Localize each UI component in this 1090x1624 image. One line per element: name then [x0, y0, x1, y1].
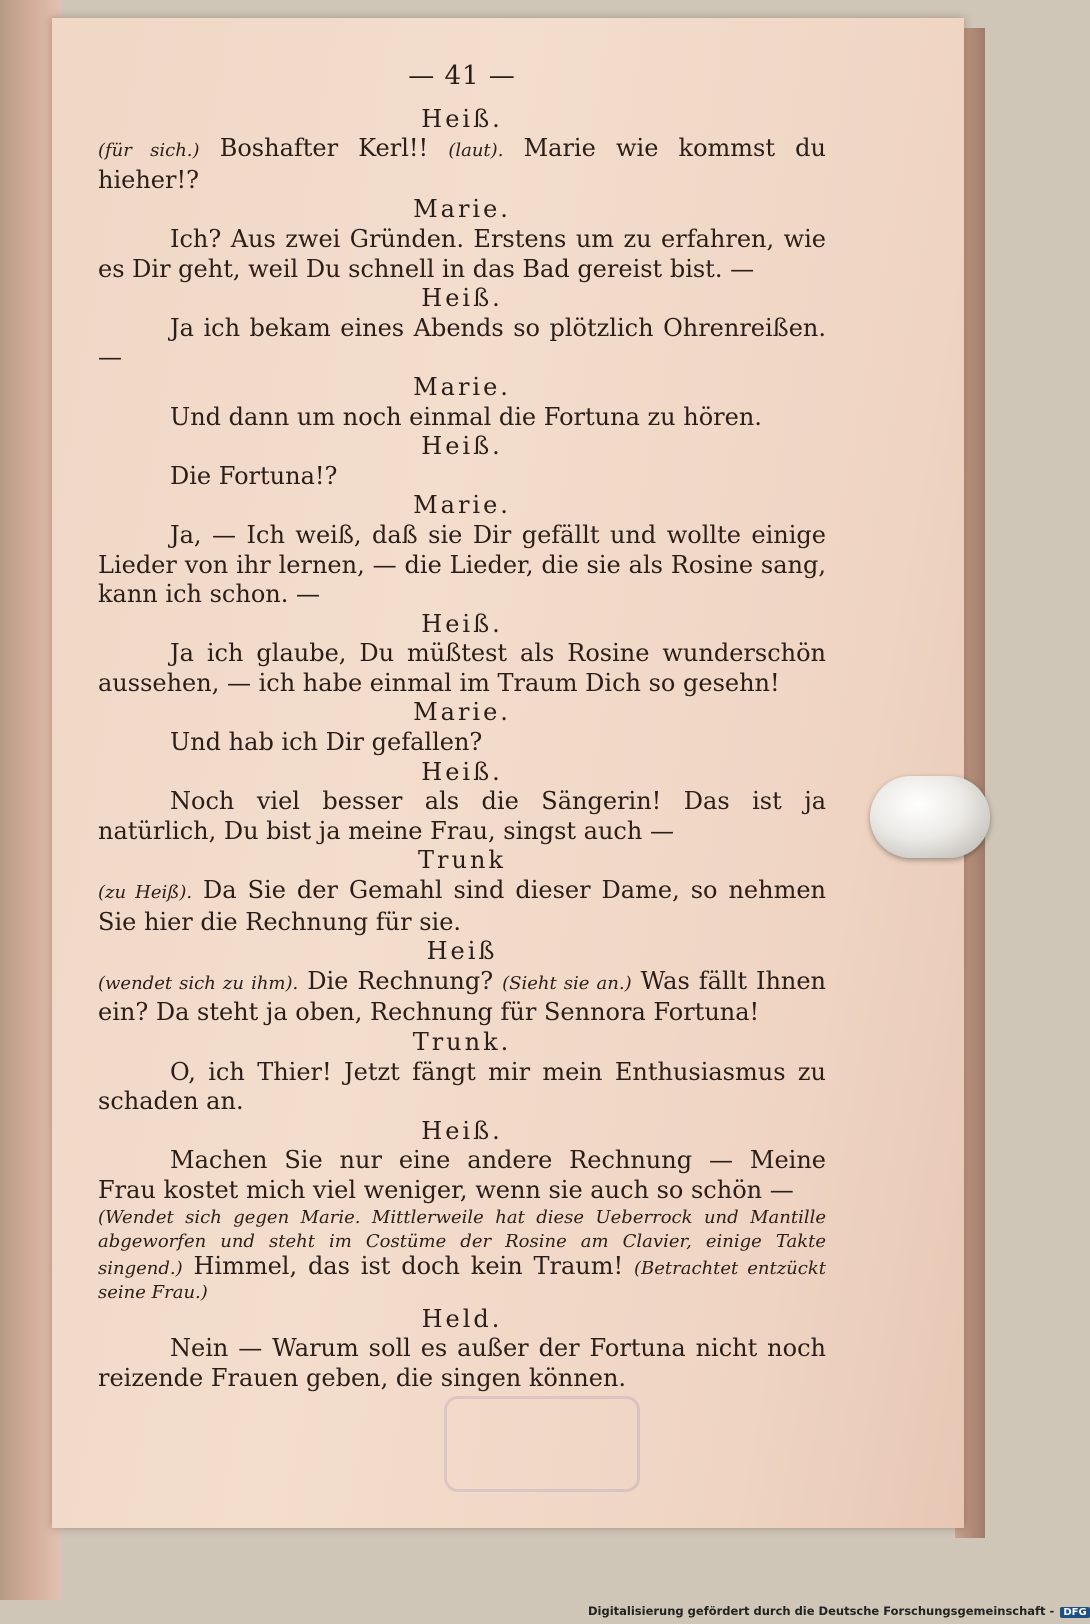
dialogue-paragraph: Die Fortuna!?	[170, 461, 338, 490]
stage-direction: (laut).	[448, 140, 504, 162]
page-number: — 41 —	[408, 61, 516, 91]
stage-direction: (wendet sich zu ihm).	[98, 972, 299, 994]
dialogue-paragraph: Ja ich bekam eines Abends so plötzlich Ohrenreißen. —	[98, 313, 826, 372]
footer-text: Digitalisierung gefördert durch die Deutsche Forschungsgemeinschaft -	[588, 1604, 1055, 1618]
dialogue-paragraph: Ja ich glaube, Du müßtest als Rosine wunderschön aussehen, — ich habe einmal im Traum Dich so gesehn!	[98, 639, 826, 697]
speaker-name: Trunk.	[412, 1028, 512, 1056]
stage-direction-paragraph	[98, 1206, 826, 1305]
speaker-name: Heiß.	[421, 432, 503, 461]
speaker-name: Marie.	[413, 195, 511, 224]
speaker-name: Heiß	[426, 937, 498, 966]
dialogue-paragraph: Ja, — Ich weiß, daß sie Dir gefällt und wollte einige Lieder von ihr lernen, — die Lieder, die sie als Rosine sang, kann ich schon. —	[98, 520, 826, 609]
speaker-name: Heiß.	[421, 104, 503, 133]
dialogue-text: Boshafter Kerl!!	[199, 134, 449, 163]
dialogue-with-direction	[98, 967, 826, 1028]
text-blocks	[98, 105, 826, 1394]
dialogue-text: Da Sie der Gemahl sind dieser Dame, so nehmen Sie hier die Rechnung für sie.	[98, 876, 826, 936]
speaker-name: Heiß.	[421, 609, 503, 638]
speaker-name: Heiß.	[421, 1116, 503, 1145]
dialogue-paragraph: Nein — Warum soll es außer der Fortuna nicht noch reizende Frauen geben, die singen können.	[98, 1334, 826, 1392]
dialogue-text: Himmel, das ist doch kein Traum!	[182, 1251, 635, 1280]
library-stamp	[444, 1396, 640, 1492]
digitization-footer	[588, 1604, 1090, 1618]
dialogue-with-direction	[98, 134, 826, 195]
stage-direction: (Sieht sie an.)	[502, 972, 632, 994]
speaker-name: Trunk	[418, 846, 506, 875]
speaker-name: Marie.	[413, 491, 511, 520]
dialogue-text: Marie wie kommst du hieher!?	[98, 134, 826, 194]
dialogue-paragraph: Machen Sie nur eine andere Rechnung — Meine Frau kostet mich viel weniger, wenn sie auch so schön —	[98, 1146, 826, 1204]
speaker-name: Heiß.	[421, 757, 503, 786]
page-content	[98, 62, 826, 1393]
dialogue-with-direction	[98, 876, 826, 937]
speaker-name: Held.	[421, 1304, 503, 1333]
stage-direction: (Wendet sich gegen Marie. Mittlerweile hat diese Ueberrock und Mantille abgeworfen und steht im Costüme der Rosine am Clavier, einige Takte singend.)	[98, 1206, 826, 1279]
dialogue-paragraph: Und dann um noch einmal die Fortuna zu hören.	[170, 402, 762, 431]
dialogue-text: Die Rechnung?	[298, 966, 503, 995]
dialogue-paragraph: O, ich Thier! Jetzt fängt mir mein Enthusiasmus zu schaden an.	[98, 1057, 826, 1116]
dialogue-paragraph: Noch viel besser als die Sängerin! Das ist ja natürlich, Du bist ja meine Frau, singst auch —	[98, 787, 826, 845]
speaker-name: Marie.	[413, 372, 511, 401]
dialogue-paragraph: Und hab ich Dir gefallen?	[170, 728, 483, 757]
page-clip-tab	[870, 776, 990, 858]
dfg-logo: DFG	[1060, 1607, 1089, 1618]
dialogue-paragraph: Ich? Aus zwei Gründen. Erstens um zu erfahren, wie es Dir geht, weil Du schnell in das Bad gereist bist. —	[98, 224, 826, 283]
stage-direction: (Betrachtet entzückt seine Frau.)	[98, 1257, 826, 1303]
book-spine-edge	[0, 0, 60, 1600]
speaker-name: Marie.	[413, 698, 511, 727]
dialogue-text: Was fällt Ihnen ein? Da steht ja oben, Rechnung für Sennora Fortuna!	[98, 966, 827, 1027]
stage-direction: (zu Heiß).	[98, 882, 193, 904]
speaker-name: Heiß.	[421, 284, 503, 313]
stage-direction: (für sich.)	[98, 140, 200, 162]
